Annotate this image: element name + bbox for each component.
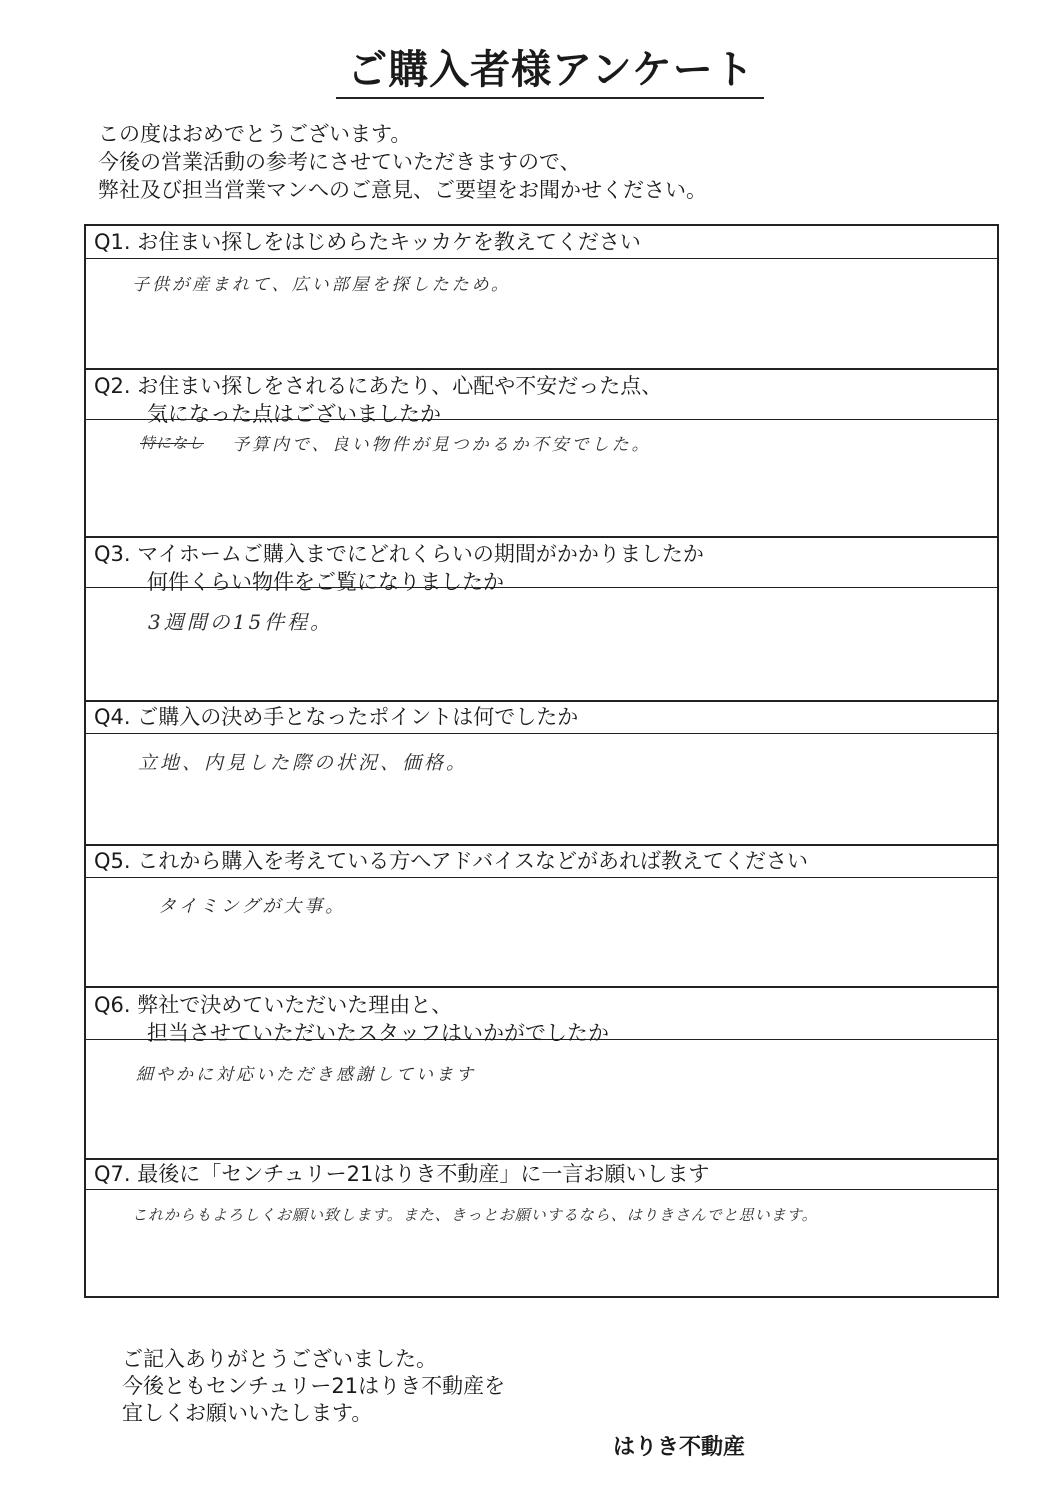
intro-line: 弊社及び担当営業マンへのご意見、ご要望をお聞かせください。 [98, 178, 707, 202]
question-text-cont: 気になった点はございましたか [147, 402, 441, 426]
question-text: Q5. これから購入を考えている方へアドバイスなどがあれば教えてください [94, 849, 808, 873]
answer-q4: 立地、内見した際の状況、価格。 [138, 752, 469, 774]
question-q3 [86, 538, 997, 594]
intro-text [98, 120, 707, 204]
question-q2 [86, 370, 997, 426]
closing-line: ご記入ありがとうございました。 [122, 1347, 437, 1371]
question-q6 [86, 988, 997, 1045]
intro-line: 今後の営業活動の参考にさせていただきますので、 [98, 150, 581, 174]
question-q7 [86, 1160, 997, 1190]
question-text: Q4. ご購入の決め手となったポイントは何でしたか [94, 705, 579, 729]
survey-form [84, 224, 999, 1298]
question-text: Q6. 弊社で決めていただいた理由と、 [94, 993, 453, 1017]
answer-q6: 細やかに対応いただき感謝しています [136, 1065, 476, 1085]
survey-title: ご購入者様アンケート [347, 47, 755, 93]
answer-q3: 3週間の15件程。 [148, 610, 334, 634]
question-text: Q1. お住まい探しをはじめらたキッカケを教えてください [94, 230, 641, 254]
closing-line: 宜しくお願いいたします。 [122, 1401, 373, 1425]
closing-text [122, 1346, 505, 1427]
answer-q2: 予算内で、良い物件が見つかるか不安でした。 [232, 435, 652, 455]
question-text-cont: 何件くらい物件をご覧になりましたか [147, 570, 504, 594]
question-q4 [86, 702, 997, 734]
intro-line: この度はおめでとうございます。 [98, 122, 412, 146]
title-underline [336, 97, 764, 99]
question-text: Q3. マイホームご購入までにどれくらいの期間がかかりましたか [94, 542, 704, 566]
question-q1 [86, 226, 997, 259]
question-text-cont: 担当させていただいたスタッフはいかがでしたか [147, 1021, 609, 1045]
company-name: はりき不動産 [613, 1435, 746, 1460]
closing-line: 今後ともセンチュリー21はりき不動産を [122, 1374, 506, 1398]
answer-q1: 子供が産まれて、広い部屋を探したため。 [132, 275, 511, 295]
struck-answer: 特になし [140, 434, 205, 452]
answer-q7: これからもよろしくお願い致します。また、きっとお願いするなら、はりきさんでと思います。 [132, 1206, 818, 1224]
answer-q5: タイミングが大事。 [158, 896, 347, 917]
question-q5 [86, 846, 997, 878]
question-text: Q7. 最後に「センチュリー21はりき不動産」に一言お願いします [94, 1162, 710, 1186]
question-text: Q2. お住まい探しをされるにあたり、心配や不安だった点、 [94, 374, 663, 398]
